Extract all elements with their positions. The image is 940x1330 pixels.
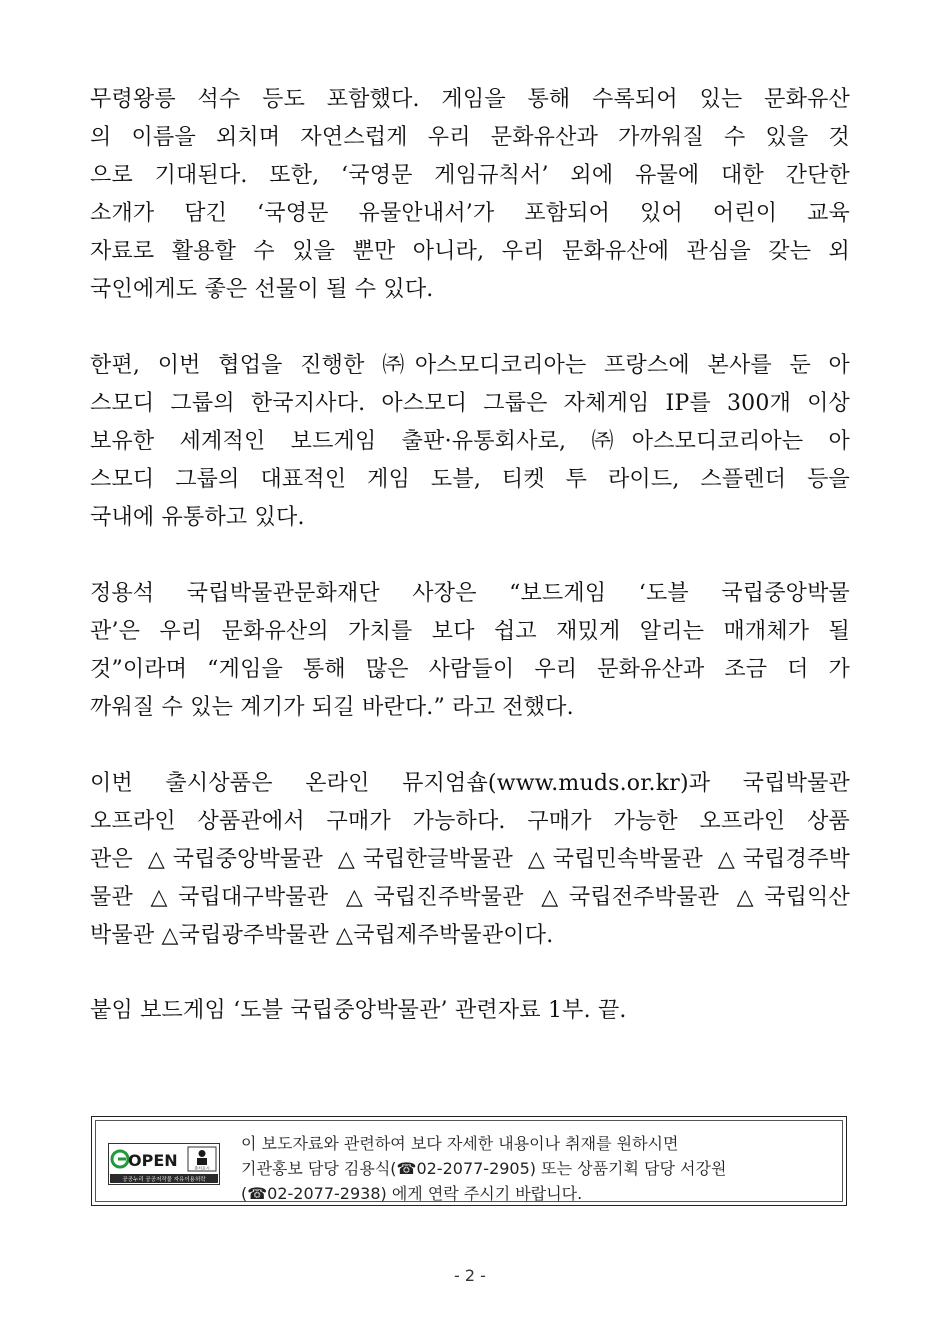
paragraph-line: 물관 △국립대구박물관 △국립진주박물관 △국립전주박물관 △국립익산 [90, 885, 850, 910]
paragraph-line: 정용석 국립박물관문화재단 사장은 “보드게임 ‘도블 국립중앙박물 [90, 581, 850, 606]
paragraph-board-game-contents [90, 81, 850, 309]
paragraph-line: 의 이름을 외치며 자연스럽게 우리 문화유산과 가까워질 수 있을 것 [90, 125, 850, 150]
kogl-open-license-logo [108, 1143, 220, 1185]
paragraph-purchase-locations [90, 765, 850, 955]
paragraph-line: 박물관 △국립광주박물관 △국립제주박물관이다. [90, 923, 554, 948]
page-number: - 2 - [454, 1266, 486, 1285]
paragraph-line: 으로 기대된다. 또한, ‘국영문 게임규칙서’ 외에 유물에 대한 간단한 [90, 163, 850, 188]
contact-info-inner-border [95, 1120, 843, 1202]
contact-line: (☎02-2077-2938) 에게 연락 주시기 바랍니다. [241, 1184, 583, 1203]
paragraph-line: 까워질 수 있는 계기가 되길 바란다.” 라고 전했다. [90, 695, 574, 720]
paragraph-line: 이번 출시상품은 온라인 뮤지엄숍(www.muds.or.kr)과 국립박물관 [90, 771, 850, 796]
open-logo-text: OPEN [128, 1151, 178, 1170]
contact-info-box [91, 1116, 847, 1206]
paragraph-line: 국인에게도 좋은 선물이 될 수 있다. [90, 277, 434, 302]
paragraph-line: 것”이라며 “게임을 통해 많은 사람들이 우리 문화유산과 조금 더 가 [90, 657, 850, 682]
contact-text [241, 1131, 841, 1206]
paragraph-line: 관은 △국립중앙박물관 △국립한글박물관 △국립민속박물관 △국립경주박 [90, 847, 850, 872]
paragraph-line: 한편, 이번 협업을 진행한 ㈜아스모디코리아는 프랑스에 본사를 둔 아 [90, 353, 850, 378]
contact-line: 기관홍보 담당 김용식(☎02-2077-2905) 또는 상품기획 담당 서강원 [241, 1159, 727, 1178]
paragraph-line: 소개가 담긴 ‘국영문 유물안내서’가 포함되어 있어 어린이 교육 [90, 201, 850, 226]
paragraph-asmodee-korea [90, 347, 850, 537]
paragraph-line: 스모디 그룹의 한국지사다. 아스모디 그룹은 자체게임 IP를 300개 이상 [90, 391, 850, 416]
paragraph-line: 스모디 그룹의 대표적인 게임 도블, 티켓 투 라이드, 스플렌더 등을 [90, 467, 850, 492]
attachment-note [90, 992, 850, 1030]
contact-line: 이 보도자료와 관련하여 보다 자세한 내용이나 취재를 원하시면 [241, 1134, 679, 1153]
paragraph-line: 국내에 유통하고 있다. [90, 505, 305, 530]
paragraph-line: 무령왕릉 석수 등도 포함했다. 게임을 통해 수록되어 있는 문화유산 [90, 87, 850, 112]
attribution-type-label: 출처표시 [194, 1165, 210, 1171]
paragraph-foundation-quote [90, 575, 850, 727]
paragraph-line: 보유한 세계적인 보드게임 출판·유통회사로, ㈜아스모디코리아는 아 [90, 429, 850, 454]
paragraph-line: 오프라인 상품관에서 구매가 가능하다. 구매가 가능한 오프라인 상품 [90, 809, 850, 834]
open-badge-caption: 공공누리 공공저작물 자유이용허락 [122, 1177, 206, 1183]
attachment-line: 붙임 보드게임 ‘도블 국립중앙박물관’ 관련자료 1부. 끝. [90, 998, 627, 1023]
paragraph-line: 관’은 우리 문화유산의 가치를 보다 쉽고 재밌게 알리는 매개체가 될 [90, 619, 850, 644]
paragraph-line: 자료로 활용할 수 있을 뿐만 아니라, 우리 문화유산에 관심을 갖는 외 [90, 239, 850, 264]
